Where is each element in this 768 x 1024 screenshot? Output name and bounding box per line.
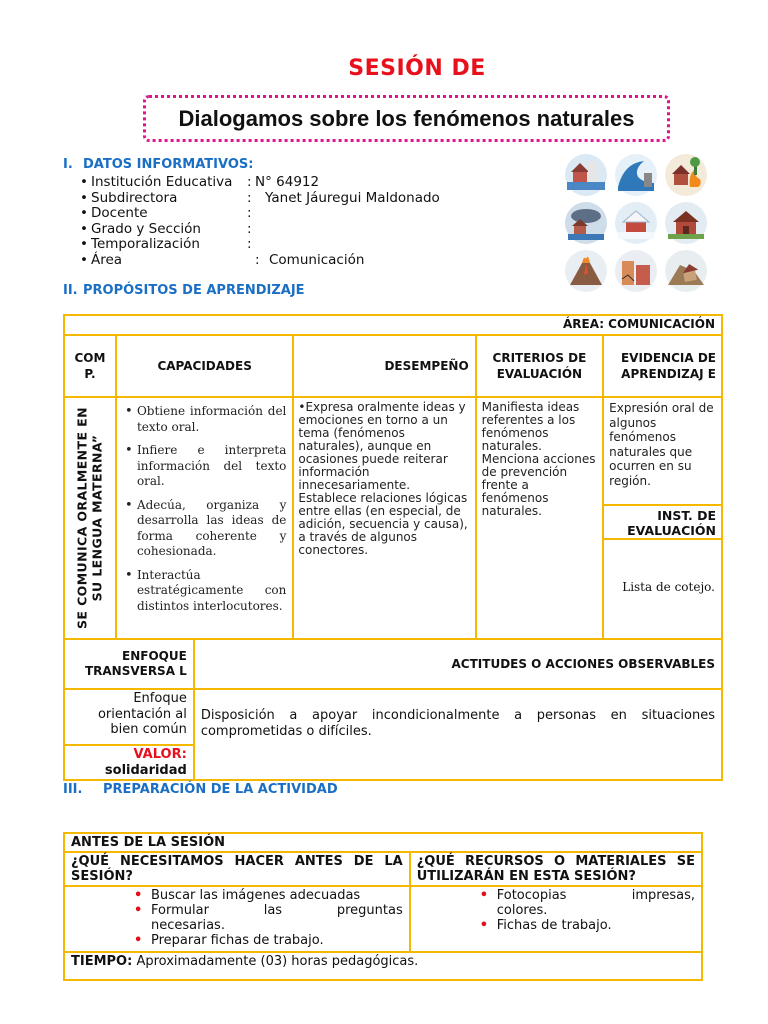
info-value: N° 64912 <box>255 174 320 190</box>
section-title: PROPÓSITOS DE APRENDIZAJE <box>83 283 305 298</box>
list-item: • Preparar fichas de trabajo. <box>131 933 403 948</box>
session-subtitle: Dialogamos sobre los fenómenos naturales <box>178 105 635 131</box>
preparation-table <box>63 832 703 981</box>
session-title: SESIÓN DE <box>348 56 486 81</box>
inst-cell <box>603 505 722 639</box>
materials-cell <box>410 886 702 952</box>
list-item: • Interactúa estratégicamente con distintos interlocutores. <box>125 568 286 615</box>
inst-value: Lista de cotejo. <box>622 579 715 594</box>
tasks-cell <box>64 886 410 952</box>
time-value: Aproximadamente (03) horas pedagógicas. <box>136 954 419 969</box>
evidencia-cell: Expresión oral de algunos fenómenos naturales que ocurren en su región. <box>603 397 722 505</box>
info-label: Temporalización <box>91 236 200 253</box>
q2-header: ¿QUÉ RECURSOS O MATERIALES SE UTILIZARÁN EN ESTA SESIÓN? <box>410 852 702 886</box>
comp-header: COM P. <box>64 335 116 397</box>
purposes-table <box>63 314 723 781</box>
capacidades-header: CAPACIDADES <box>116 335 293 397</box>
list-item: • Buscar las imágenes adecuadas <box>131 888 403 903</box>
antes-header: ANTES DE LA SESIÓN <box>64 833 702 852</box>
time-cell <box>64 952 702 980</box>
evidencia-header: EVIDENCIA DE APRENDIZAJ E <box>603 335 722 397</box>
list-item: • Infiere e interpreta información del texto oral. <box>125 443 286 490</box>
enfoque-header: ENFOQUE TRANSVERSA L <box>64 639 194 689</box>
capacidades-list <box>125 404 286 614</box>
house-icon <box>662 200 710 246</box>
section-heading-datos <box>63 157 253 172</box>
flood-house-icon <box>562 152 610 198</box>
inst-header: INST. DE EVALUACIÓN <box>604 506 721 540</box>
list-item: • Obtiene información del texto oral. <box>125 404 286 435</box>
list-item: • Fichas de trabajo. <box>477 918 695 933</box>
info-label: Grado y Sección <box>91 220 201 237</box>
criterios-header: CRITERIOS DE EVALUACIÓN <box>476 335 604 397</box>
fire-icon <box>662 152 710 198</box>
area-header: ÁREA: COMUNICACIÓN <box>64 315 722 335</box>
section-heading-preparacion <box>63 782 338 797</box>
list-item: • Fotocopias impresas, colores. <box>477 888 695 918</box>
criterios-cell: Manifiesta ideas referentes a los fenómenos naturales. Menciona acciones de prevención frente a fenómenos naturales. <box>476 397 604 639</box>
section-title: PREPARACIÓN DE LA ACTIVIDAD <box>103 782 338 797</box>
info-value: Yanet Jáuregui Maldonado <box>265 189 440 206</box>
list-item: • Formular las preguntas necesarias. <box>131 903 403 933</box>
desempeno-cell: •Expresa oralmente ideas y emociones en torno a un tema (fenómenos naturales), aunque en ocasiones puede reiterar información innecesariamente. Establece relaciones lógicas entre ellas (en especial, de adición, secuencia y causa), a través de algunos conectores. <box>293 397 475 639</box>
section-number: III. <box>63 782 83 797</box>
section-title: DATOS INFORMATIVOS: <box>83 157 254 172</box>
valor-label: VALOR: <box>133 747 187 762</box>
enfoque-cell <box>64 689 194 745</box>
section-heading-propositos <box>63 283 305 298</box>
capacidades-cell <box>116 397 293 639</box>
materials-list <box>477 888 695 933</box>
tsunami-icon <box>612 152 660 198</box>
info-label: Área <box>91 251 123 268</box>
volcano-icon <box>562 248 610 294</box>
list-item: • Adecúa, organiza y desarrolla las ideas de forma coherente y cohesionada. <box>125 498 286 560</box>
info-value: Comunicación <box>269 251 365 268</box>
section-number: I. <box>63 157 73 172</box>
competencia-cell <box>64 397 116 639</box>
subtitle-box <box>143 95 670 142</box>
info-label: Docente <box>91 205 148 222</box>
enfoque-value: Enfoque orientación al bien común <box>97 691 187 737</box>
info-label: Subdirectora <box>91 189 178 206</box>
valor-cell <box>64 745 194 780</box>
actitudes-header: ACTITUDES O ACCIONES OBSERVABLES <box>194 639 722 689</box>
desempeno-header: DESEMPEÑO <box>293 335 475 397</box>
section-number: II. <box>63 283 78 298</box>
storm-icon <box>562 200 610 246</box>
landslide-house-icon <box>662 248 710 294</box>
snow-house-icon <box>612 200 660 246</box>
valor-value: solidaridad <box>104 762 187 778</box>
time-label: TIEMPO: <box>71 954 133 969</box>
q1-header: ¿QUÉ NECESITAMOS HACER ANTES DE LA SESIÓN? <box>64 852 410 886</box>
competencia-text: SE COMUNICA ORALMENTE EN SU LENGUA MATERNA” <box>74 407 104 629</box>
natural-phenomena-icons <box>562 152 712 292</box>
actitud-cell: Disposición a apoyar incondicionalmente a personas en situaciones comprometidas o difíciles. <box>194 689 722 780</box>
earthquake-building-icon <box>612 248 660 294</box>
tasks-list <box>131 888 403 948</box>
info-label: Institución Educativa <box>91 174 233 190</box>
